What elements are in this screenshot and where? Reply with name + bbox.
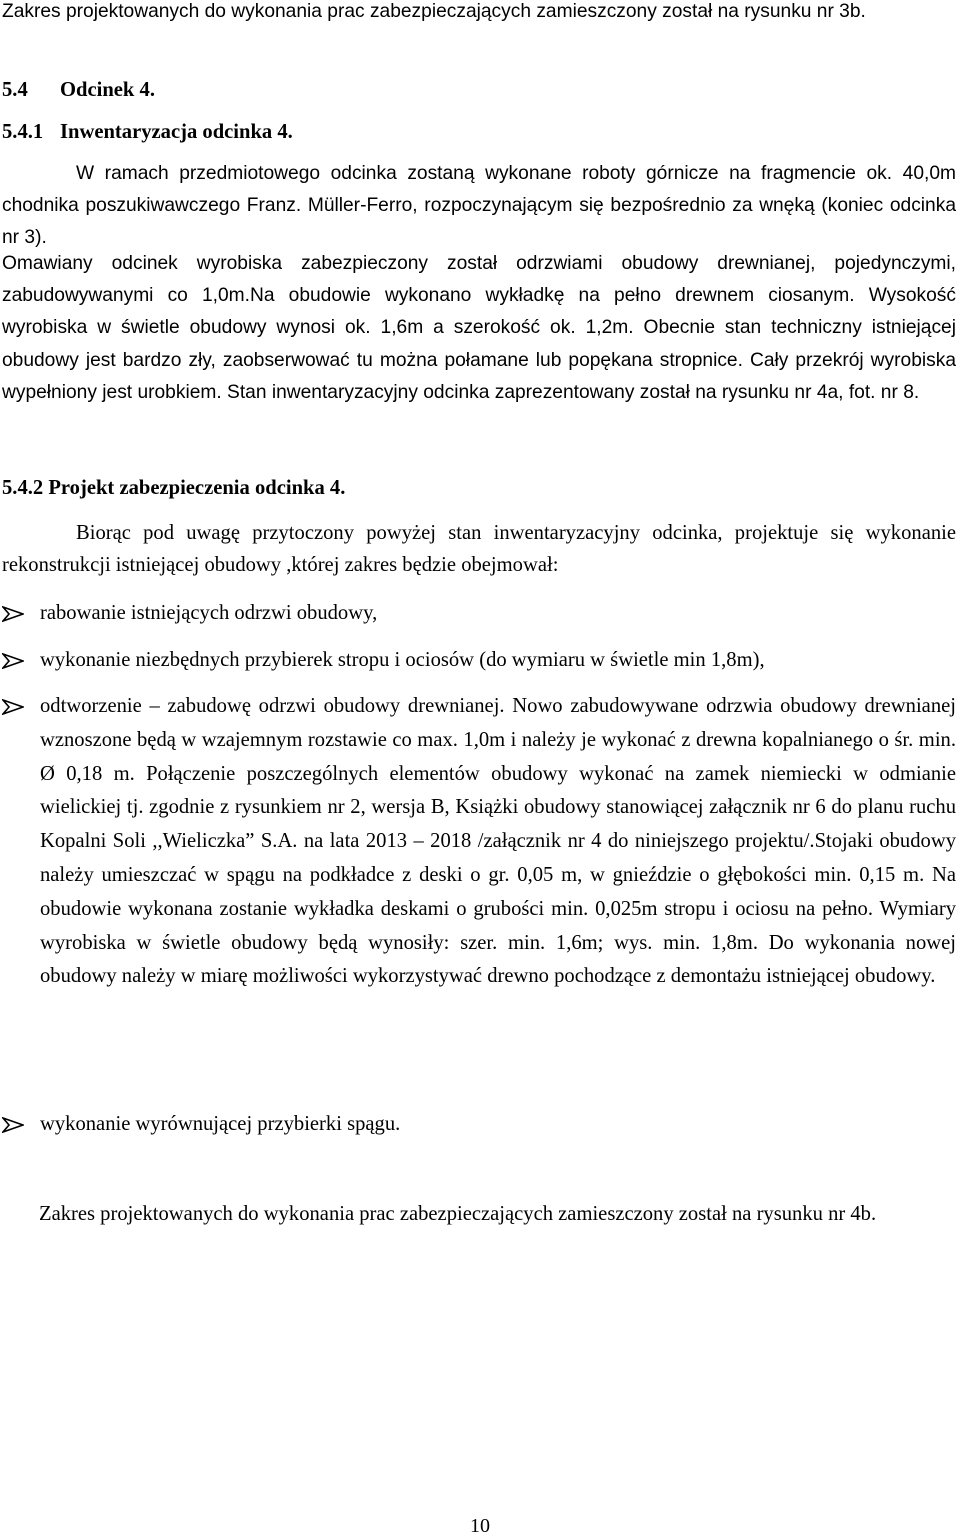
list-item — [2, 1108, 956, 1142]
list-item — [2, 644, 956, 678]
bullet-text-1: rabowanie istniejących odrzwi obudowy, — [40, 602, 378, 624]
heading-5-4-1-number: 5.4.1 — [2, 121, 44, 143]
heading-5-4-1-title: Inwentaryzacja odcinka 4. — [60, 121, 293, 143]
inventory-paragraph-1 — [2, 158, 956, 255]
bullet-text-4: wykonanie wyrównującej przybierki spągu. — [40, 1113, 401, 1135]
intro-paragraph: Zakres projektowanych do wykonania prac zabezpieczających zamieszczony został na rysunku nr 3b. — [2, 1, 866, 22]
heading-5-4-1 — [2, 116, 293, 148]
bullet-text-2: wykonanie niezbędnych przybierek stropu i ociosów (do wymiaru w świetle min 1,8m), — [40, 649, 765, 671]
arrowhead-bullet-icon — [2, 597, 30, 629]
page-number: 10 — [470, 1515, 490, 1537]
project-intro-paragraph — [2, 517, 956, 581]
list-item — [2, 690, 956, 994]
bullet-text-3: odtworzenie – zabudowę odrzwi obudowy drewnianej. Nowo zabudowywane odrzwia obudowy drewnianej wznoszone będą w wzajemnym rozstawie co max. 1,0m i należy je wykonać z drewna kopalnianego o śr. min. Ø 0,18 m. Połączenie poszczególnych elementów obudowy wykonać na zamek niemiecki w odmianie wielickiej tj. zgodnie z rysunkiem nr 2, wersja B, Książki obudowy stanowiącej załącznik nr 6 do planu ruchu Kopalni Soli ,,Wieliczka” S.A. na lata 2013 – 2018 /załącznik nr 4 do niniejszego projektu/.Stojaki obudowy należy umieszczać w spągu na podkładce z deski o gr. 0,05 m, w gnieździe o głębokości min. 0,15 m. Na obudowie wykonana zostanie wykładka deskami o grubości min. 0,025m stropu i ociosu na pełno. Wymiary wyrobiska w świetle obudowy będą wynosiły: szer. min. 1,6m; wys. min. 1,8m. Do wykonania nowej obudowy należy w miarę możliwości wykorzystywać drewno pochodzące z demontażu istniejącej obudowy. — [40, 695, 956, 988]
closing-paragraph — [2, 1198, 956, 1230]
inventory-text-1: W ramach przedmiotowego odcinka zostaną wykonane roboty górnicze na fragmencie ok. 40,0m chodnika poszukiwawczego Franz. Müller-Ferro, rozpoczynającym się bezpośrednio za wnęką (koniec odcinka nr 3). — [2, 163, 956, 249]
heading-5-4-2: 5.4.2 Projekt zabezpieczenia odcinka 4. — [2, 477, 346, 499]
heading-5-4-number: 5.4 — [2, 79, 28, 101]
heading-5-4-title: Odcinek 4. — [60, 79, 155, 101]
arrowhead-bullet-icon — [2, 690, 30, 722]
arrowhead-bullet-icon — [2, 644, 30, 676]
list-item — [2, 597, 956, 631]
arrowhead-bullet-icon — [2, 1108, 30, 1140]
closing-text: Zakres projektowanych do wykonania prac zabezpieczających zamieszczony został na rysunku nr 4b. — [39, 1203, 877, 1225]
inventory-paragraph-2 — [2, 248, 956, 409]
project-intro-text: Biorąc pod uwagę przytoczony powyżej stan inwentaryzacyjny odcinka, projektuje się wykonanie rekonstrukcji istniejącej obudowy ,której zakres będzie obejmował: — [2, 522, 956, 577]
heading-5-4 — [2, 74, 155, 106]
inventory-text-3: Wysokość wyrobiska w świetle obudowy wynosi ok. 1,6m a szerokość ok. 1,2m. Obecnie stan techniczny istniejącej obudowy jest bardzo zły, zaobserwować tu można połamane lub popękana stropnice. Cały przekrój wyrobiska wypełniony jest urobkiem. Stan inwentaryzacyjny odcinka zaprezentowany został na rysunku nr 4a, fot. nr 8. — [2, 285, 956, 403]
inventory-text-2: Omawiany odcinek wyrobiska zabezpieczony został odrzwiami obudowy drewnianej, pojedynczymi, zabudowywanymi co 1,0m.Na obudowie wykonano wykładkę na pełno drewnem ciosanym. — [2, 253, 956, 307]
